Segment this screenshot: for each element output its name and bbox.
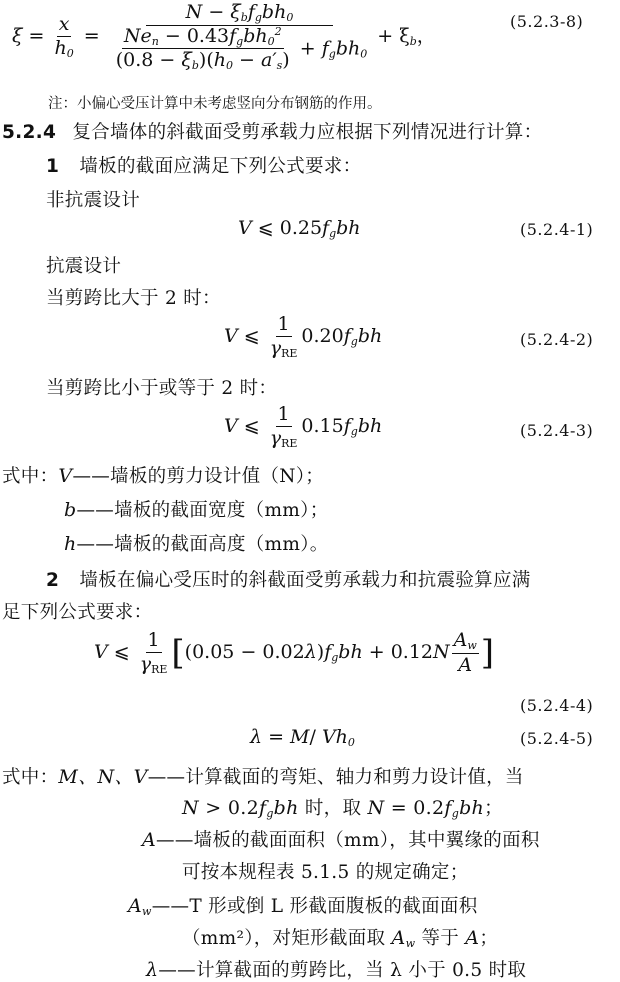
- xi-symbol: ξ: [12, 25, 23, 48]
- where-def-lambda: [146, 956, 526, 982]
- def-text: ——墙板的截面面积（mm），其中翼缘的面积: [156, 830, 540, 851]
- where-prefix: 式中：: [2, 466, 59, 487]
- eq-number-5-2-4-5: (5.2.4-5): [520, 729, 594, 748]
- coef-c: 0.12: [390, 641, 434, 664]
- def-symbol: b: [64, 499, 77, 521]
- def-text: ——计算截面的弯矩、轴力和剪力设计值，当: [147, 767, 524, 788]
- def-symbol: A: [142, 829, 157, 851]
- where-def-mnv: [2, 762, 524, 789]
- main-fraction: $N - \xi_bf_gbh_0$ $\frac{Ne_n - 0.43f_gbh_0^2}{(0.8 - \xi_b)(h_0 - a'_s)}$ + $f_gbh_0$: [115, 1, 368, 73]
- section-text: 复合墙体的斜截面受剪承载力应根据下列情况进行计算：: [72, 122, 543, 143]
- where-prefix: 式中：: [2, 767, 59, 788]
- case-shear-span-le-2: 当剪跨比小于或等于 2 时：: [46, 378, 278, 399]
- where-def-a-cont: 可按本规程表 5.1.5 的规定确定；: [182, 862, 469, 883]
- where-def-aw-cont: （mm²），对矩形截面取 $A_w$ 等于 A；: [182, 927, 499, 950]
- equation-5-2-4-4: V ⩽ $\frac{1}{\gamma_{RE}}$ [$(0.05 - 0.02\lambda)f_gbh + 0.12N$ $\frac{A_w}{A}$ ]: [94, 629, 495, 677]
- def-text: ——墙板的截面高度（mm）。: [76, 534, 329, 555]
- non-seismic-label: 非抗震设计: [46, 190, 141, 211]
- coefficient: 0.20: [301, 325, 344, 348]
- def-symbol: h: [64, 533, 77, 555]
- section-5-2-4: [2, 118, 542, 144]
- section-number: 5.2.4: [2, 122, 57, 143]
- case-shear-span-gt-2: 当剪跨比大于 2 时：: [46, 288, 221, 309]
- where-def-a: [142, 826, 540, 852]
- def-symbols: M、N、V: [58, 766, 148, 788]
- eq-number-5-2-4-4: (5.2.4-4): [520, 696, 594, 715]
- tail-subscript: b: [409, 35, 417, 49]
- equation-5-2-4-1: V ⩽ $0.25f_gbh$: [238, 217, 361, 240]
- def-text: ——T 形或倒 L 形截面腹板的截面面积: [151, 896, 478, 917]
- def-symbol: V: [58, 465, 73, 487]
- equation-5-2-4-5: λ = M/ $Vh_0$: [250, 726, 355, 749]
- coefficient: 0.15: [301, 415, 344, 438]
- def-text: ——墙板的截面宽度（mm）；: [76, 500, 329, 521]
- coef-a: 0.05: [192, 641, 235, 664]
- item-2-line-1: [46, 566, 531, 592]
- coefficient: 0.25: [279, 217, 323, 239]
- def-text: ——墙板的剪力设计值（N）；: [72, 466, 325, 487]
- eq-number-5-2-4-1: (5.2.4-1): [520, 220, 594, 239]
- def-symbol: λ: [146, 959, 159, 981]
- item-1: [46, 152, 361, 178]
- cond-end: ；: [484, 798, 503, 819]
- coef-b: 0.02: [262, 641, 305, 664]
- def-text-equal: 等于: [421, 928, 460, 949]
- item-text: 墙板的截面应满足下列公式要求：: [79, 156, 362, 177]
- seismic-label: 抗震设计: [46, 256, 122, 277]
- item-2-line-2: 足下列公式要求：: [2, 602, 153, 623]
- where-def-h: [64, 530, 329, 556]
- eq-number-5-2-3-8: (5.2.3-8): [510, 12, 584, 31]
- item-text: 墙板在偏心受压时的斜截面受剪承载力和抗震验算应满: [79, 570, 531, 591]
- item-number: 1: [46, 156, 60, 177]
- where-def-v: [2, 462, 324, 488]
- def-text: （mm²），对矩形截面取: [182, 928, 386, 949]
- item-number: 2: [46, 570, 60, 591]
- where-def-b: [64, 496, 329, 522]
- fraction-x-h0: $\frac{x}{h_0}$: [54, 13, 74, 61]
- where-def-mnv-cond: $N > 0.2f_gbh$ 时，取 $N = 0.2f_gbh$；: [182, 797, 503, 820]
- eq-number-5-2-4-2: (5.2.4-2): [520, 330, 594, 349]
- cond-text: 时，取: [304, 798, 362, 819]
- note-text: 注：小偏心受压计算中未考虑竖向分布钢筋的作用。: [48, 96, 382, 112]
- equation-5-2-4-2: V ⩽ $\frac{1}{\gamma_{RE}}$ $0.20f_gbh$: [224, 313, 383, 360]
- equation-5-2-3-8: ξ = $\frac{x}{h_0}$ = $N - \xi_bf_gbh_0$ $\frac{Ne_n - 0.43f_gbh_0^2}{(0.8 - \xi_b)(h_0 - a'_s)}$ + $f_gbh_0$ + $\xi_b$，: [12, 1, 436, 73]
- def-text: ——计算截面的剪跨比，当 λ 小于 0.5 时取: [158, 960, 527, 981]
- tail-term: + ξ: [377, 25, 410, 48]
- where-def-aw: $A_w——T$ 形或倒 L 形截面腹板的截面面积: [128, 895, 478, 918]
- eq-number-5-2-4-3: (5.2.4-3): [520, 421, 594, 440]
- equation-5-2-4-3: V ⩽ $\frac{1}{\gamma_{RE}}$ $0.15f_gbh$: [224, 403, 383, 450]
